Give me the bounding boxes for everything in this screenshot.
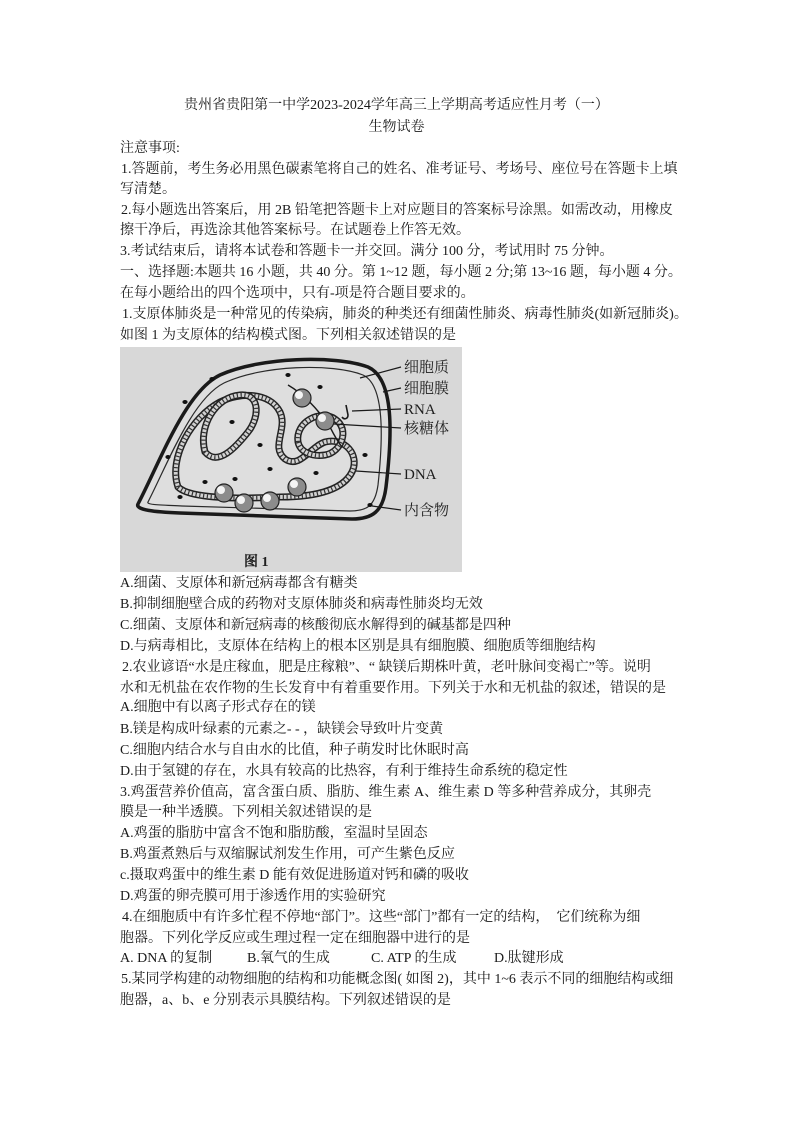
ribosome [261,492,279,510]
ribosome [235,494,253,512]
notice-line: 2.每小题选出答案后，用 2B 铅笔把答题卡上对应题目的答案标号涂黑。如需改动，用橡皮 [121,203,673,218]
inclusion-dot [209,377,214,381]
ribosome [288,478,306,496]
q1-figure-mycoplasma-diagram [120,347,462,572]
section-instructions: 一、选择题:本题共 16 小题，共 40 分。第 1~12 题，每小题 2 分;第 13~16 题，每小题 4 分。 [120,265,682,280]
notice-line: 擦干净后，再选涂其他答案标号。在试题卷上作答无效。 [120,223,470,238]
section-instructions: 在每小题给出的四个选项中，只有-项是符合题目要求的。 [120,286,475,301]
q1-option-c: C.细菌、支原体和新冠病毒的核酸彻底水解得到的碱基都是四种 [120,618,511,633]
inclusion-dot [232,477,237,481]
inclusion-dot [165,455,170,459]
inclusion-dot [362,453,367,457]
q1-option-d: D.与病毒相比，支原体在结构上的根本区别是具有细胞膜、细胞质等细胞结构 [120,639,596,654]
q1-stem: 如图 1 为支原体的结构模式图。下列相关叙述错误的是 [120,328,456,343]
inclusion-dot [182,400,187,404]
q4-stem: 4.在细胞质中有许多忙程不停地“部门”。这些“部门”都有一定的结构， 它们统称为细 [122,910,641,925]
q1-option-b: B.抑制细胞壁合成的药物对支原体肺炎和病毒性肺炎均无效 [120,597,483,612]
q3-option-b: B.鸡蛋煮熟后与双缩脲试剂发生作用，可产生紫色反应 [120,847,455,862]
q4-option-d: D.肽键形成 [494,951,564,966]
q5-stem: 胞器，a、b、e 分别表示具膜结构。下列叙述错误的是 [120,993,451,1008]
exam-subject: 生物试卷 [368,120,425,135]
figure-caption: 图 1 [244,555,269,570]
q2-option-b: B.镁是构成叶绿素的元素之- - ，缺镁会导致叶片变黄 [120,722,444,737]
q3-option-a: A.鸡蛋的脂肪中富含不饱和脂肪酸，室温时呈固态 [120,826,428,841]
ribosome [215,484,233,502]
inclusion-dot [317,385,322,389]
q1-stem: 1.支原体肺炎是一种常见的传染病，肺炎的种类还有细菌性肺炎、病毒性肺炎(如新冠肺炎)。 [122,307,688,322]
inclusion-dot [267,467,272,471]
q2-option-a: A.细胞中有以离子形式存在的镁 [120,700,316,715]
q4-stem: 胞器。下列化学反应或生理过程一定在细胞器中进行的是 [120,931,470,946]
label-inclusion: 内含物 [404,503,450,519]
q2-option-d: D.由于氢键的存在，水具有较高的比热容，有利于维持生命系统的稳定性 [120,764,568,779]
q4-option-c: C. ATP 的生成 [371,951,457,966]
label-rna: RNA [404,402,436,418]
mycoplasma-svg [120,347,462,572]
label-cytoplasm: 细胞质 [404,360,450,376]
q1-option-a: A.细菌、支原体和新冠病毒都含有糖类 [120,576,358,591]
q2-stem: 水和无机盐在农作物的生长发育中有着重要作用。下列关于水和无机盐的叙述，错误的是 [120,681,666,696]
inclusion-dot [367,503,372,507]
inclusion-dot [257,443,262,447]
label-ribosome: 核糖体 [404,421,450,437]
inclusion-dot [229,420,234,424]
inclusion-dot [177,495,182,499]
inclusion-dot [202,480,207,484]
q3-stem: 3.鸡蛋营养价值高，富含蛋白质、脂肪、维生素 A、维生素 D 等多种营养成分，其卵壳 [120,785,652,800]
exam-title: 贵州省贵阳第一中学2023-2024学年高三上学期高考适应性月考（一） [184,98,609,113]
inclusion-dot [285,373,290,377]
q5-stem: 5.某同学构建的动物细胞的结构和功能概念图( 如图 2)，其中 1~6 表示不同的细胞结构或细 [121,972,674,987]
inclusion-dot [313,471,318,475]
q2-stem: 2.农业谚语“水是庄稼血，肥是庄稼粮”、“ 缺镁后期株叶黄，老叶脉间变褐亡”等。说明 [122,660,651,675]
notice-heading: 注意事项: [120,141,180,156]
notice-line: 写清楚。 [120,182,176,197]
ribosome [316,412,334,430]
q3-option-c: c.摄取鸡蛋中的维生素 D 能有效促进肠道对钙和磷的吸收 [120,868,469,883]
notice-line: 3.考试结束后，请将本试卷和答题卡一并交回。满分 100 分，考试用时 75 分钟。 [120,244,614,259]
label-cell-membrane: 细胞膜 [404,381,450,397]
q2-option-c: C.细胞内结合水与自由水的比值，种子萌发时比休眠时高 [120,743,469,758]
label-dna: DNA [404,467,437,483]
q4-option-b: B.氧气的生成 [247,951,330,966]
q4-option-a: A. DNA 的复制 [120,951,213,966]
q3-stem: 膜是一种半透膜。下列相关叙述错误的是 [120,805,372,820]
notice-line: 1.答题前，考生务必用黑色碳素笔将自己的姓名、准考证号、考场号、座位号在答题卡上填 [121,162,678,177]
q3-option-d: D.鸡蛋的卵壳膜可用于渗透作用的实验研究 [120,889,386,904]
ribosome [293,389,311,407]
